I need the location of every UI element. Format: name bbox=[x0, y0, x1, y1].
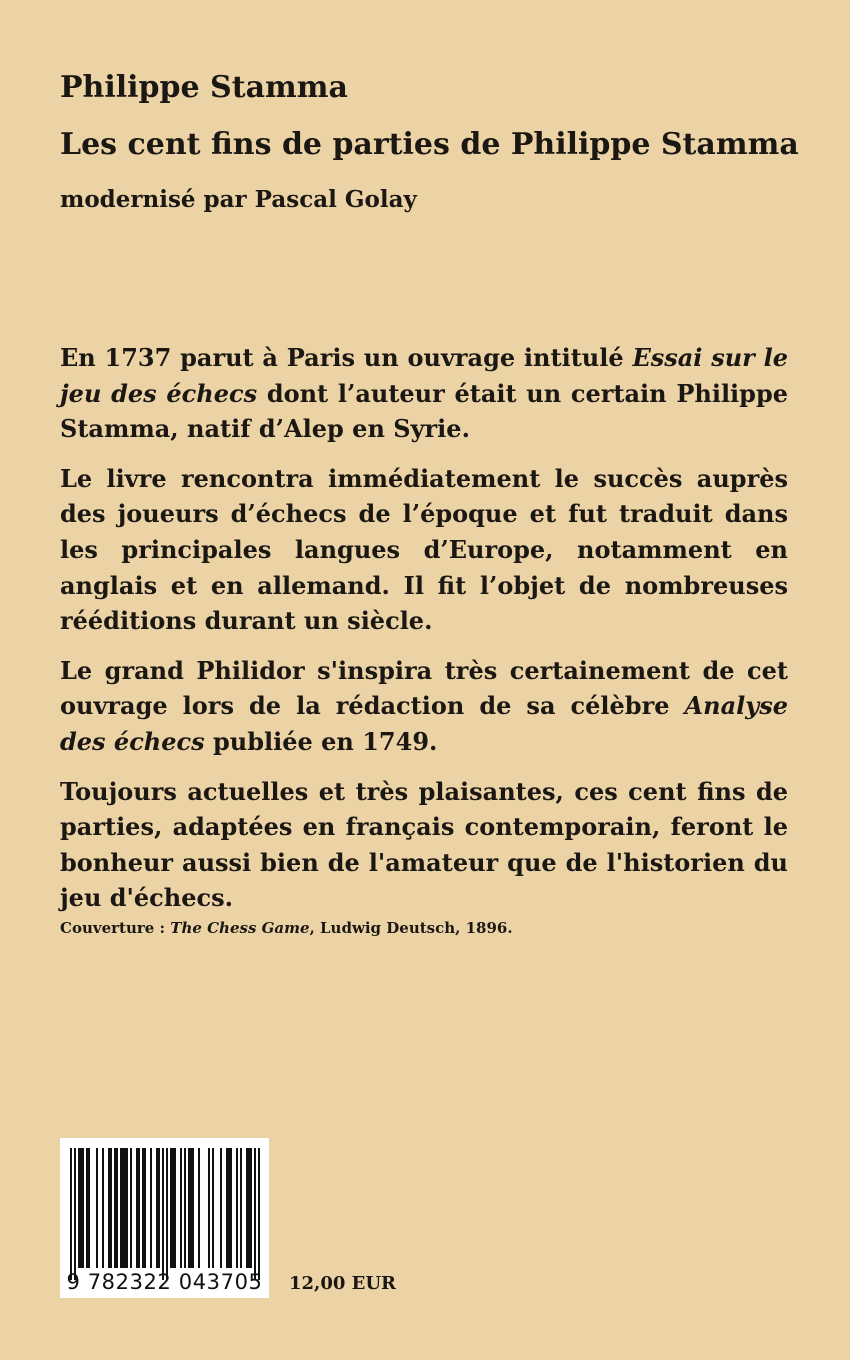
barcode-bar bbox=[170, 1148, 172, 1268]
barcode-bar bbox=[246, 1148, 248, 1268]
barcode-bar bbox=[236, 1148, 238, 1268]
isbn-barcode bbox=[60, 1138, 269, 1298]
barcode-bar bbox=[70, 1148, 72, 1280]
barcode-bar bbox=[254, 1148, 256, 1280]
barcode-bar bbox=[120, 1148, 122, 1268]
barcode-bar bbox=[88, 1148, 90, 1268]
book-reference-analyse: Analyse des échecs bbox=[60, 691, 788, 756]
barcode-bar bbox=[136, 1148, 138, 1268]
barcode-bar bbox=[110, 1148, 112, 1268]
barcode-bar bbox=[190, 1148, 192, 1268]
barcode-bar bbox=[240, 1148, 242, 1268]
price: 12,00 EUR bbox=[289, 1273, 397, 1294]
barcode-bar bbox=[162, 1148, 164, 1280]
isbn-number: 9 782322 043705 bbox=[66, 1270, 263, 1294]
cover-artwork-title: The Chess Game bbox=[170, 919, 310, 937]
barcode-bar bbox=[166, 1148, 168, 1280]
barcode-bar bbox=[74, 1148, 76, 1280]
blurb-paragraph-4: Toujours actuelles et très plaisantes, ces cent fins de parties, adaptées en français contemporain, feront le bonheur aussi bien de l'amateur que de l'historien du jeu d'échecs. bbox=[60, 776, 788, 913]
blurb-paragraph-2: Le livre rencontra immédiatement le succès auprès des joueurs d’échecs de l’époque et fut traduit dans les principales langues d’Europe, notamment en anglais et en allemand. Il fit l’objet de nombreuses rééditions durant un siècle. bbox=[60, 463, 788, 636]
barcode-bar bbox=[108, 1148, 110, 1268]
barcode-bar bbox=[248, 1148, 250, 1268]
barcode-bar bbox=[114, 1148, 116, 1268]
barcode-bar bbox=[180, 1148, 182, 1268]
blurb-paragraph-3: Le grand Philidor s'inspira très certainement de cet ouvrage lors de la rédaction de sa célèbre Analyse des échecs publiée en 1749. bbox=[60, 655, 788, 756]
barcode-bar bbox=[78, 1148, 80, 1268]
barcode-bar bbox=[212, 1148, 214, 1268]
cover-credit: Couverture : The Chess Game, Ludwig Deutsch, 1896. bbox=[60, 919, 513, 937]
barcode-bar bbox=[174, 1148, 176, 1268]
barcode-bar bbox=[86, 1148, 88, 1268]
barcode-bar bbox=[96, 1148, 98, 1268]
barcode-bar bbox=[102, 1148, 104, 1268]
blurb bbox=[60, 340, 788, 930]
barcode-bar bbox=[258, 1148, 260, 1280]
author-name: Philippe Stamma bbox=[60, 70, 348, 105]
barcode-bar bbox=[184, 1148, 186, 1268]
barcode-bar bbox=[126, 1148, 128, 1268]
barcode-bar bbox=[138, 1148, 140, 1268]
barcode-bar bbox=[116, 1148, 118, 1268]
barcode-bar bbox=[198, 1148, 200, 1268]
barcode-bar bbox=[156, 1148, 158, 1268]
book-subtitle: modernisé par Pascal Golay bbox=[60, 186, 417, 213]
barcode-bar bbox=[208, 1148, 210, 1268]
barcode-bar bbox=[124, 1148, 126, 1268]
barcode-bar bbox=[130, 1148, 132, 1268]
barcode-bar bbox=[230, 1148, 232, 1268]
barcode-bar bbox=[188, 1148, 190, 1268]
barcode-bar bbox=[80, 1148, 82, 1268]
barcode-bar bbox=[142, 1148, 144, 1268]
blurb-paragraph-1: En 1737 parut à Paris un ouvrage intitulé Essai sur le jeu des échecs dont l’auteur était un certain Philippe Stamma, natif d’Alep en Syrie. bbox=[60, 343, 789, 444]
barcode-bar bbox=[226, 1148, 228, 1268]
barcode-bar bbox=[228, 1148, 230, 1268]
barcode-bar bbox=[220, 1148, 222, 1268]
book-title: Les cent fins de parties de Philippe Stamma bbox=[60, 127, 799, 162]
barcode-bar bbox=[158, 1148, 160, 1268]
barcode-bar bbox=[250, 1148, 252, 1268]
barcode-bar bbox=[172, 1148, 174, 1268]
barcode-bar bbox=[122, 1148, 124, 1268]
barcode-bar bbox=[150, 1148, 152, 1268]
barcode-bar bbox=[82, 1148, 84, 1268]
barcode-bar bbox=[144, 1148, 146, 1268]
book-reference-essai: Essai sur le jeu des échecs bbox=[60, 343, 789, 408]
barcode-bar bbox=[192, 1148, 194, 1268]
